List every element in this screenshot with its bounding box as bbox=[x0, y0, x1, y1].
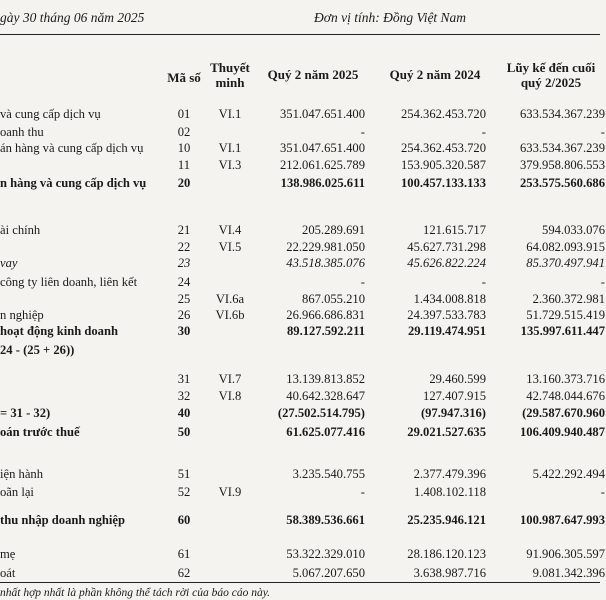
table-row bbox=[0, 222, 605, 238]
row-note: VI.1 bbox=[218, 107, 242, 121]
row-value-cumulative: 2.360.372.981 bbox=[532, 292, 605, 306]
row-value-q2-2025: 351.047.651.400 bbox=[279, 141, 365, 155]
row-value-q2-2024: 1.408.102.118 bbox=[414, 485, 486, 499]
row-value-q2-2024: 29.460.599 bbox=[429, 372, 486, 386]
row-note: VI.1 bbox=[218, 141, 242, 155]
row-value-q2-2024: 1.434.008.818 bbox=[413, 292, 486, 306]
row-value-cumulative: - bbox=[600, 485, 605, 499]
row-code: 40 bbox=[177, 406, 191, 420]
row-label: và cung cấp dịch vụ bbox=[0, 107, 101, 121]
row-value-q2-2025: 205.289.691 bbox=[302, 223, 365, 237]
col-cumulative-header-line1: Lũy kế đến cuối bbox=[506, 60, 596, 75]
row-code: 11 bbox=[177, 158, 191, 172]
col-q2-2024-header: Quý 2 năm 2024 bbox=[389, 67, 481, 82]
row-note: VI.9 bbox=[218, 485, 242, 499]
footer-note: nhất hợp nhất là phần không thể tách rời của báo cáo này. bbox=[0, 582, 600, 599]
table-row bbox=[0, 255, 605, 271]
row-code: 26 bbox=[177, 308, 191, 322]
row-label: = 31 - 32) bbox=[0, 406, 51, 420]
table-row bbox=[0, 239, 605, 255]
row-code: 20 bbox=[177, 176, 191, 190]
row-value-q2-2024: - bbox=[481, 125, 486, 139]
row-code: 50 bbox=[177, 425, 191, 439]
row-code: 10 bbox=[177, 141, 191, 155]
row-label: iện hành bbox=[0, 467, 44, 481]
row-value-q2-2024: 254.362.453.720 bbox=[400, 141, 486, 155]
row-label: mẹ bbox=[0, 547, 16, 561]
row-note: VI.6b bbox=[215, 308, 245, 322]
row-value-q2-2024: 29.119.474.951 bbox=[407, 324, 486, 338]
table-row bbox=[0, 466, 605, 482]
row-note: VI.4 bbox=[218, 223, 242, 237]
row-label: án hàng và cung cấp dịch vụ bbox=[0, 141, 144, 155]
row-value-q2-2024: 127.407.915 bbox=[423, 389, 486, 403]
row-value-q2-2025: 212.061.625.789 bbox=[279, 158, 365, 172]
row-value-q2-2025: 5.067.207.650 bbox=[292, 566, 365, 580]
currency-unit: Đơn vị tính: Đồng Việt Nam bbox=[314, 10, 467, 25]
row-value-cumulative: - bbox=[600, 125, 605, 139]
row-label: hoạt động kinh doanh bbox=[0, 324, 118, 338]
row-note: VI.5 bbox=[218, 240, 242, 254]
row-value-cumulative: - bbox=[600, 275, 605, 289]
table-row bbox=[0, 124, 605, 140]
row-label: vay bbox=[0, 256, 18, 270]
row-value-q2-2024: (97.947.316) bbox=[420, 406, 486, 420]
table-row bbox=[0, 405, 605, 421]
row-value-q2-2024: 254.362.453.720 bbox=[400, 107, 486, 121]
row-value-cumulative: 106.409.940.487 bbox=[519, 425, 605, 439]
row-value-q2-2024: 29.021.527.635 bbox=[407, 425, 486, 439]
row-code: 61 bbox=[177, 547, 191, 561]
report-date: gày 30 tháng 06 năm 2025 bbox=[0, 10, 145, 25]
row-code: 31 bbox=[177, 372, 191, 386]
row-value-cumulative: (29.587.670.960 bbox=[522, 406, 605, 420]
table-row bbox=[0, 323, 605, 339]
row-value-q2-2024: 100.457.133.133 bbox=[400, 176, 486, 190]
row-label: ài chính bbox=[0, 223, 41, 237]
col-cumulative-header bbox=[496, 60, 606, 90]
row-note: VI.8 bbox=[218, 389, 242, 403]
table-row bbox=[0, 307, 605, 323]
row-value-cumulative: 9.081.342.396 bbox=[532, 566, 605, 580]
row-label: n hàng và cung cấp dịch vụ bbox=[0, 176, 147, 190]
table-row bbox=[0, 546, 605, 562]
row-code: 25 bbox=[177, 292, 191, 306]
table-row bbox=[0, 484, 605, 500]
row-note: VI.7 bbox=[218, 372, 242, 386]
row-value-cumulative: 5.422.292.494 bbox=[532, 467, 605, 481]
table-row bbox=[0, 565, 605, 581]
row-value-cumulative: 100.987.647.993 bbox=[519, 513, 605, 527]
row-value-q2-2025: 40.642.328.647 bbox=[286, 389, 365, 403]
row-value-q2-2025: 351.047.651.400 bbox=[279, 107, 365, 121]
row-code: 02 bbox=[177, 125, 191, 139]
row-note: VI.6a bbox=[215, 292, 245, 306]
table-row bbox=[0, 371, 605, 387]
row-value-cumulative: 13.160.373.716 bbox=[526, 372, 605, 386]
row-code: 24 bbox=[177, 275, 191, 289]
row-value-q2-2025: (27.502.514.795) bbox=[277, 406, 365, 420]
row-value-q2-2024: 2.377.479.396 bbox=[413, 467, 486, 481]
row-value-q2-2025: 138.986.025.611 bbox=[280, 176, 365, 190]
table-row bbox=[0, 424, 605, 440]
row-label: thu nhập doanh nghiệp bbox=[0, 513, 125, 527]
row-value-q2-2025: 3.235.540.755 bbox=[292, 467, 365, 481]
row-code: 52 bbox=[177, 485, 191, 499]
row-value-cumulative: 85.370.497.941 bbox=[526, 256, 605, 270]
row-value-cumulative: 64.082.093.915 bbox=[526, 240, 605, 254]
row-value-q2-2025: 43.518.385.076 bbox=[286, 256, 365, 270]
row-value-cumulative: 51.729.515.419 bbox=[526, 308, 605, 322]
table-row bbox=[0, 157, 605, 173]
table-row bbox=[0, 106, 605, 122]
col-note-header-line1: Thuyết bbox=[210, 60, 250, 75]
row-label: n nghiệp bbox=[0, 308, 44, 322]
row-value-q2-2025: 867.055.210 bbox=[302, 292, 365, 306]
row-value-q2-2025: 26.966.686.831 bbox=[286, 308, 365, 322]
table-row bbox=[0, 274, 605, 290]
report-header bbox=[0, 0, 600, 35]
row-value-q2-2024: 24.397.533.783 bbox=[407, 308, 486, 322]
row-code: 23 bbox=[177, 256, 191, 270]
table-row bbox=[0, 342, 600, 358]
row-value-cumulative: 633.534.367.239 bbox=[519, 141, 605, 155]
table-row bbox=[0, 388, 605, 404]
col-cumulative-header-line2: quý 2/2025 bbox=[520, 75, 582, 90]
row-value-q2-2024: - bbox=[481, 275, 486, 289]
row-value-q2-2024: 45.626.822.224 bbox=[407, 256, 486, 270]
row-label: oát bbox=[0, 566, 16, 580]
row-value-q2-2024: 153.905.320.587 bbox=[400, 158, 486, 172]
row-label: oanh thu bbox=[0, 125, 44, 139]
row-value-q2-2024: 28.186.120.123 bbox=[407, 547, 486, 561]
row-value-cumulative: 594.033.076 bbox=[542, 223, 605, 237]
row-value-q2-2025: - bbox=[360, 125, 365, 139]
row-code: 01 bbox=[177, 107, 191, 121]
row-code: 51 bbox=[177, 467, 191, 481]
table-row bbox=[0, 291, 605, 307]
row-value-q2-2025: 89.127.592.211 bbox=[286, 324, 365, 338]
row-value-q2-2025: 22.229.981.050 bbox=[286, 240, 365, 254]
row-note: VI.3 bbox=[218, 158, 242, 172]
row-value-q2-2024: 121.615.717 bbox=[423, 223, 486, 237]
row-code: 22 bbox=[177, 240, 191, 254]
col-note-header bbox=[204, 60, 256, 90]
row-value-q2-2024: 25.235.946.121 bbox=[407, 513, 486, 527]
row-label: oán trước thuế bbox=[0, 425, 80, 439]
row-value-q2-2025: 53.322.329.010 bbox=[286, 547, 365, 561]
table-row bbox=[0, 175, 605, 191]
row-value-q2-2024: 3.638.987.716 bbox=[413, 566, 486, 580]
row-value-q2-2025: - bbox=[360, 275, 365, 289]
row-label: oãn lại bbox=[0, 485, 34, 499]
row-value-cumulative: 253.575.560.686 bbox=[519, 176, 605, 190]
table-row bbox=[0, 140, 605, 156]
col-q2-2025-header: Quý 2 năm 2025 bbox=[267, 67, 359, 82]
row-value-q2-2025: - bbox=[360, 485, 365, 499]
row-value-cumulative: 379.958.806.553 bbox=[519, 158, 605, 172]
row-value-q2-2025: 58.389.536.661 bbox=[286, 513, 365, 527]
table-row bbox=[0, 512, 605, 528]
col-note-header-line2: minh bbox=[215, 75, 245, 90]
row-value-cumulative: 91.906.305.597 bbox=[526, 547, 605, 561]
row-value-q2-2025: 13.139.813.852 bbox=[286, 372, 365, 386]
col-code-header: Mã số bbox=[167, 70, 201, 85]
row-value-cumulative: 135.997.611.447 bbox=[520, 324, 605, 338]
row-value-q2-2024: 45.627.731.298 bbox=[407, 240, 486, 254]
row-code: 60 bbox=[177, 513, 191, 527]
row-value-cumulative: 633.534.367.239 bbox=[519, 107, 605, 121]
row-label: 24 - (25 + 26)) bbox=[0, 343, 75, 357]
row-code: 32 bbox=[177, 389, 191, 403]
row-code: 30 bbox=[177, 324, 191, 338]
row-code: 21 bbox=[177, 223, 191, 237]
row-value-cumulative: 42.748.044.676 bbox=[526, 389, 605, 403]
row-code: 62 bbox=[177, 566, 191, 580]
row-label: công ty liên doanh, liên kết bbox=[0, 275, 138, 289]
row-value-q2-2025: 61.625.077.416 bbox=[286, 425, 365, 439]
